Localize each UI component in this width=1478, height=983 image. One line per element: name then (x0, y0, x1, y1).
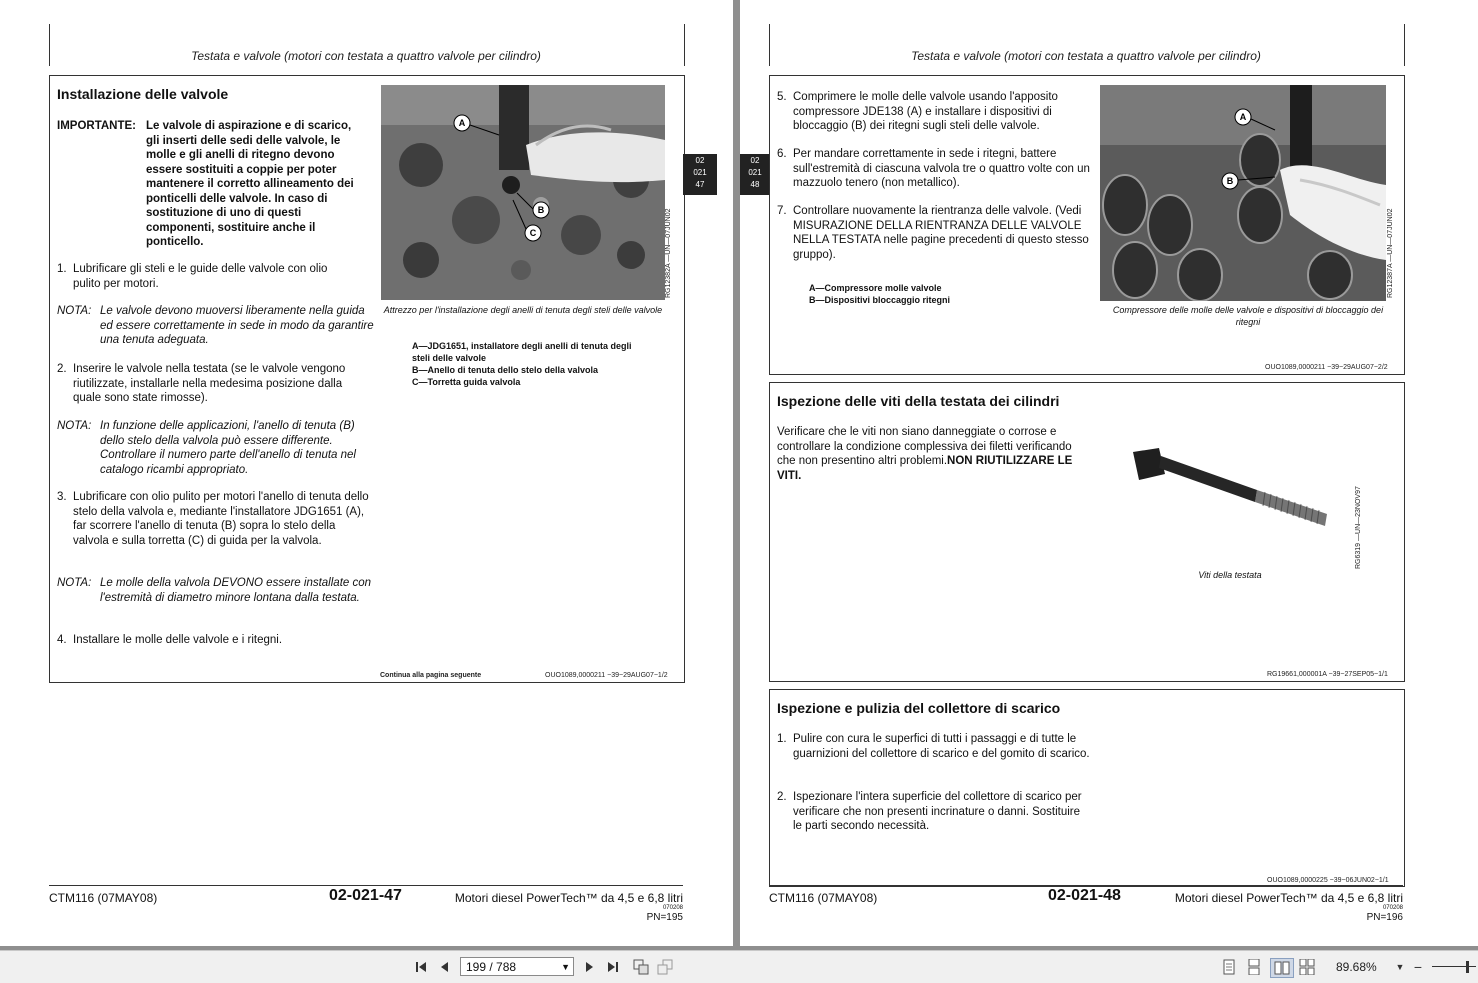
step-1 (57, 262, 357, 291)
tab-line: 021 (693, 168, 707, 177)
reference-code: OUO1089,0000211 −39−29AUG07−1/2 (545, 672, 668, 679)
tab-line: 02 (695, 156, 705, 165)
step-number: 6. (777, 148, 787, 160)
important-label: IMPORTANTE: (57, 120, 137, 132)
image-code: RG6319 —UN—23NOV97 (1355, 486, 1362, 569)
step-text: Lubrificare con olio pulito per motori l'anello di tenuta dello stelo della valvola e, mediante l'installatore JDG1651 (A), far scorrere l'anello di tenuta (B) sopra lo stelo della valvola e sulla torretta (C) di guida per la valvola. (73, 491, 369, 547)
zoom-level: 89.68% (1336, 960, 1377, 974)
footer-pn: PN=195 (646, 912, 683, 923)
body-text: Verificare che le viti non siano danneggiate o corrose e controllare la condizione complessiva dei filetti verificando che non presentino altri problemi. (777, 426, 1072, 467)
nota-label: NOTA: (57, 420, 92, 432)
nota-label: NOTA: (57, 305, 92, 317)
zoom-slider[interactable] (1432, 966, 1476, 967)
footer-title: Motori diesel PowerTech™ da 4,5 e 6,8 litri (454, 891, 683, 905)
image-code: RG12387A —UN—07JUN02 (1387, 208, 1394, 298)
section-title: Installazione delle valvole (57, 86, 229, 102)
section-viti-testata (769, 382, 1405, 682)
footer-manual-id: CTM116 (07MAY08) (49, 891, 158, 905)
svg-text:B: B (1226, 176, 1234, 186)
continuous-icon[interactable] (1245, 958, 1263, 976)
step-5 (777, 90, 1092, 134)
tab-line: 02 (750, 156, 760, 165)
step-2 (57, 362, 369, 406)
prev-page-icon[interactable] (436, 958, 454, 976)
step-number: 5. (777, 91, 787, 103)
section-collettore-scarico (769, 689, 1405, 887)
step-text: Comprimere le molle delle valvole usando l'apposito compressore JDE138 (A) e installare i dispositivi di bloccaggio (B) dei ritegni sugli steli delle valvole. (793, 91, 1058, 132)
nota-text: Le valvole devono muoversi liberamente nella guida ed essere correttamente in sede in modo da garantire una tenuta adeguata. (100, 305, 374, 346)
step-7 (777, 204, 1097, 262)
valve-seal-installer-photo (381, 85, 665, 300)
page-number-input[interactable] (460, 957, 574, 976)
step-number: 2. (57, 363, 67, 375)
svg-text:B: B (537, 205, 545, 215)
page-02-021-47 (0, 0, 733, 946)
nota-text: Le molle della valvola DEVONO essere installate con l'estremità di diametro minore lontana dalla testata. (100, 577, 372, 604)
bolt-caption: Viti della testata (1198, 570, 1262, 580)
legend-item-b: B—Anello di tenuta dello stelo della valvola (412, 365, 599, 375)
footer-page-code: 02-021-47 (329, 887, 402, 904)
svg-text:A: A (458, 118, 466, 128)
photo-caption: Attrezzo per l'installazione degli anelli di tenuta degli steli delle valvole (383, 305, 663, 315)
nota-text: In funzione delle applicazioni, l'anello di tenuta (B) dello stelo della valvola può essere differente. Controllare il numero parte dell'anello di tenuta nel catalogo ricambi appropriato. (100, 420, 356, 476)
important-text: Le valvole di aspirazione e di scarico, gli inserti delle sedi delle valvole, le molle e gli anelli di ritegno devono essere sostituiti a coppie per poter mantenere il corretto allineamento dei ponticelli delle valvole. In caso di sostituzione di uno di questi componenti, sostituire anche il ponticello. (146, 120, 354, 248)
legend-item-a: A—JDG1651, installatore degli anelli di tenuta degli steli delle valvole (412, 341, 632, 363)
step-number: 2. (777, 791, 787, 803)
step-4 (57, 633, 369, 648)
nota-label: NOTA: (57, 577, 92, 589)
footer-title: Motori diesel PowerTech™ da 4,5 e 6,8 litri (1174, 891, 1403, 905)
step-text: Installare le molle delle valvole e i ritegni. (73, 634, 283, 646)
zoom-slider-thumb[interactable] (1466, 961, 1469, 973)
footer-date: 070208 (662, 905, 683, 911)
step-number: 3. (57, 491, 67, 503)
step-text: Lubrificare gli steli e le guide delle valvole con olio pulito per motori. (73, 263, 328, 290)
page-header: Testata e valvole (motori con testata a quattro valvole per cilindro) (191, 49, 541, 63)
step-6 (777, 147, 1097, 191)
tab-line: 47 (695, 180, 705, 189)
page-header: Testata e valvole (motori con testata a quattro valvole per cilindro) (911, 49, 1261, 63)
footer-rule (49, 885, 683, 886)
reference-code: RG19661,000001A −39−27SEP05−1/1 (1267, 671, 1388, 678)
step-number: 7. (777, 205, 787, 217)
step-text: Pulire con cura le superfici di tutti i passaggi e di tutte le guarnizioni del collettore di scarico e del gomito di scarico. (793, 733, 1090, 760)
tab-line: 48 (750, 180, 760, 189)
step-1 (777, 732, 1092, 761)
image-code: RG12382A —UN—07JUN02 (665, 208, 672, 298)
reference-code: OUO1089,0000225 −39−06JUN02−1/1 (1267, 877, 1389, 884)
reference-code: OUO1089,0000211 −39−29AUG07−2/2 (1265, 364, 1388, 371)
nota-3 (57, 576, 375, 605)
step-text: Ispezionare l'intera superficie del collettore di scarico per verificare che non presenti incrinature o danni. Sostituire le parti secondo necessità. (793, 791, 1082, 832)
step-text: Controllare nuovamente la rientranza delle valvole. (Vedi MISURAZIONE DELLA RIENTRANZA DELLE VALVOLE NELLA TESTATA nelle pagine precedenti di questo stesso gruppo). (793, 205, 1089, 261)
footer-page-code: 02-021-48 (1048, 887, 1121, 904)
tab-line: 021 (748, 168, 762, 177)
two-page-icon[interactable] (1270, 958, 1294, 978)
warning-text: NON RIUTILIZZARE LE VITI. (777, 455, 1073, 482)
page-02-021-48 (740, 0, 1478, 946)
last-page-icon[interactable] (604, 958, 622, 976)
continue-note: Continua alla pagina seguente (380, 672, 482, 679)
legend-item-a: A—Compressore molle valvole (809, 283, 942, 293)
photo-legend (809, 282, 1029, 306)
section-continued (769, 75, 1405, 375)
step-number: 4. (57, 634, 67, 646)
first-page-icon[interactable] (412, 958, 430, 976)
forward-view-icon[interactable] (656, 958, 674, 976)
head-bolt-image (1125, 438, 1335, 528)
step-text: Per mandare correttamente in sede i ritegni, battere sull'estremità di ciascuna valvola tre o quattro volte con un mazzuolo tenero (non metallico). (793, 148, 1090, 189)
section-title: Ispezione delle viti della testata dei cilindri (777, 393, 1060, 409)
svg-text:C: C (529, 228, 537, 238)
zoom-dropdown-icon[interactable]: ▼ (1395, 962, 1405, 972)
step-2 (777, 790, 1092, 834)
single-page-icon[interactable] (1220, 958, 1238, 976)
legend-item-b: B—Dispositivi bloccaggio ritegni (809, 295, 951, 305)
important-note (57, 119, 367, 250)
step-number: 1. (777, 733, 787, 745)
footer-rule (769, 885, 1403, 886)
bolt-inspection-text (777, 425, 1092, 483)
spring-compressor-photo (1100, 85, 1386, 301)
zoom-out-icon[interactable]: − (1413, 959, 1423, 975)
page-number-value: 199 / 788 (466, 960, 517, 974)
section-title: Ispezione e pulizia del collettore di scarico (777, 700, 1061, 716)
step-text: Inserire le valvole nella testata (se le valvole vengono riutilizzate, installarle nella medesima posizione dalla quale sono state rimosse). (73, 363, 346, 404)
section-tab (683, 154, 717, 195)
step-3 (57, 490, 369, 548)
back-view-icon[interactable] (632, 958, 650, 976)
photo-legend (412, 340, 632, 388)
step-number: 1. (57, 263, 67, 275)
nota-1 (57, 304, 375, 348)
section-installazione-valvole (49, 75, 685, 683)
two-page-continuous-icon[interactable] (1298, 958, 1316, 976)
footer-pn: PN=196 (1366, 912, 1403, 923)
photo-caption: Compressore delle molle delle valvole e dispositivi di bloccaggio dei ritegni (1112, 305, 1384, 327)
legend-item-c: C—Torretta guida valvola (412, 377, 521, 387)
chevron-down-icon[interactable]: ▼ (561, 962, 570, 972)
footer-date: 070208 (1382, 905, 1403, 911)
nota-2 (57, 419, 379, 477)
section-tab (740, 154, 770, 195)
next-page-icon[interactable] (580, 958, 598, 976)
footer-manual-id: CTM116 (07MAY08) (769, 891, 878, 905)
svg-text:A: A (1239, 112, 1247, 122)
viewer-toolbar (0, 950, 1478, 983)
